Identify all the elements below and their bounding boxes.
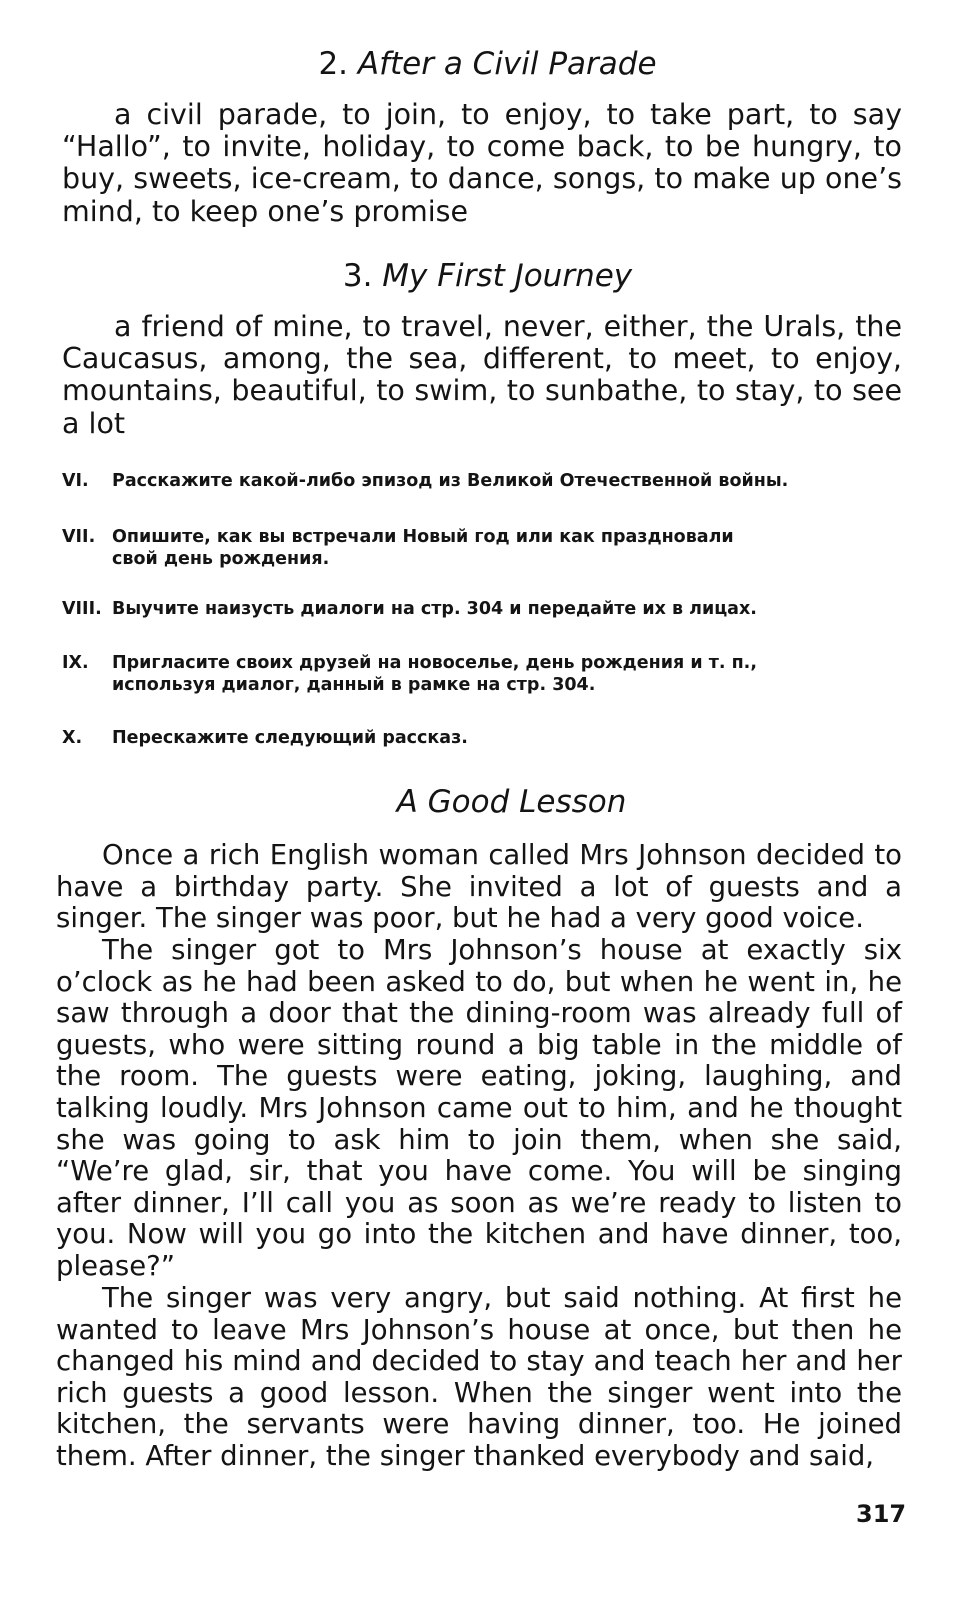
exercise-text: Перескажите следующий рассказ.	[112, 728, 468, 748]
exercise-vi	[62, 470, 904, 492]
story-paragraph-text: The singer was very angry, but said nothing. At first he wanted to leave Mrs Johnson’s house at once, but then he changed his mind and decided to stay and teach her and her rich guests a good lesson. When the singer went into the kitchen, the servants were having dinner, too. He joined them. After dinner, the singer thanked everybody and said,	[56, 1282, 902, 1472]
exercise-viii	[62, 598, 904, 620]
section-2-vocabulary	[62, 99, 902, 228]
section-3-heading	[0, 258, 975, 294]
section-3-words: a friend of mine, to travel, never, either, the Urals, the Caucasus, among, the sea, different, to meet, to enjoy, mountains, beautiful, to swim, to sunbathe, to stay, to see a lot	[62, 310, 902, 440]
story-paragraph-3	[56, 1283, 902, 1473]
exercise-x	[62, 727, 904, 749]
page-number: 317	[856, 1500, 907, 1528]
story-paragraph-text: Once a rich English woman called Mrs Johnson decided to have a birthday party. She invited a lot of guests and a singer. The singer was poor, but he had a very good voice.	[56, 839, 902, 935]
exercise-vii	[62, 526, 904, 570]
exercise-text: Пригласите своих друзей на новоселье, день рождения и т. п.,	[112, 653, 757, 673]
story-title: A Good Lesson	[396, 784, 627, 820]
section-2-heading	[0, 46, 975, 82]
section-3-title: My First Journey	[382, 258, 633, 294]
section-2-title: After a Civil Parade	[357, 46, 657, 82]
exercise-text-continuation: используя диалог, данный в рамке на стр. 304.	[112, 675, 596, 695]
exercise-text: Расскажите какой-либо эпизод из Великой Отечественной войны.	[112, 471, 789, 491]
exercise-text: Опишите, как вы встречали Новый год или как праздновали	[112, 527, 734, 547]
exercise-number: VI.	[62, 471, 89, 491]
exercise-number: X.	[62, 728, 83, 748]
story-paragraph-1	[56, 840, 902, 935]
section-2-words: a civil parade, to join, to enjoy, to take part, to say “Hallo”, to invite, holiday, to come back, to be hungry, to buy, sweets, ice-cream, to dance, songs, to make up one’s mind, to keep one’s promise	[62, 98, 902, 228]
section-3-vocabulary	[62, 311, 902, 440]
exercise-number: VIII.	[62, 599, 102, 619]
exercise-number: VII.	[62, 527, 96, 547]
section-3-number: 3.	[342, 258, 373, 294]
exercise-number: IX.	[62, 653, 89, 673]
story-paragraph-2	[56, 935, 902, 1283]
exercise-ix	[62, 652, 904, 696]
story-paragraph-text: The singer got to Mrs Johnson’s house at exactly six o’clock as he had been asked to do, but when he went in, he saw through a door that the dining-room was already full of guests, who were sitting round a big table in the middle of the room. The guests were eating, joking, laughing, and talking loudly. Mrs Johnson came out to him, and he thought she was going to ask him to join them, when she said, “We’re glad, sir, that you have come. You will be singing after dinner, I’ll call you as soon as we’re ready to listen to you. Now will you go into the kitchen and have dinner, too, please?”	[56, 934, 902, 1282]
exercise-text: Выучите наизусть диалоги на стр. 304 и передайте их в лицах.	[112, 599, 757, 619]
exercise-text-continuation: свой день рождения.	[112, 549, 330, 569]
section-2-number: 2.	[318, 46, 349, 82]
story-heading	[0, 784, 975, 820]
